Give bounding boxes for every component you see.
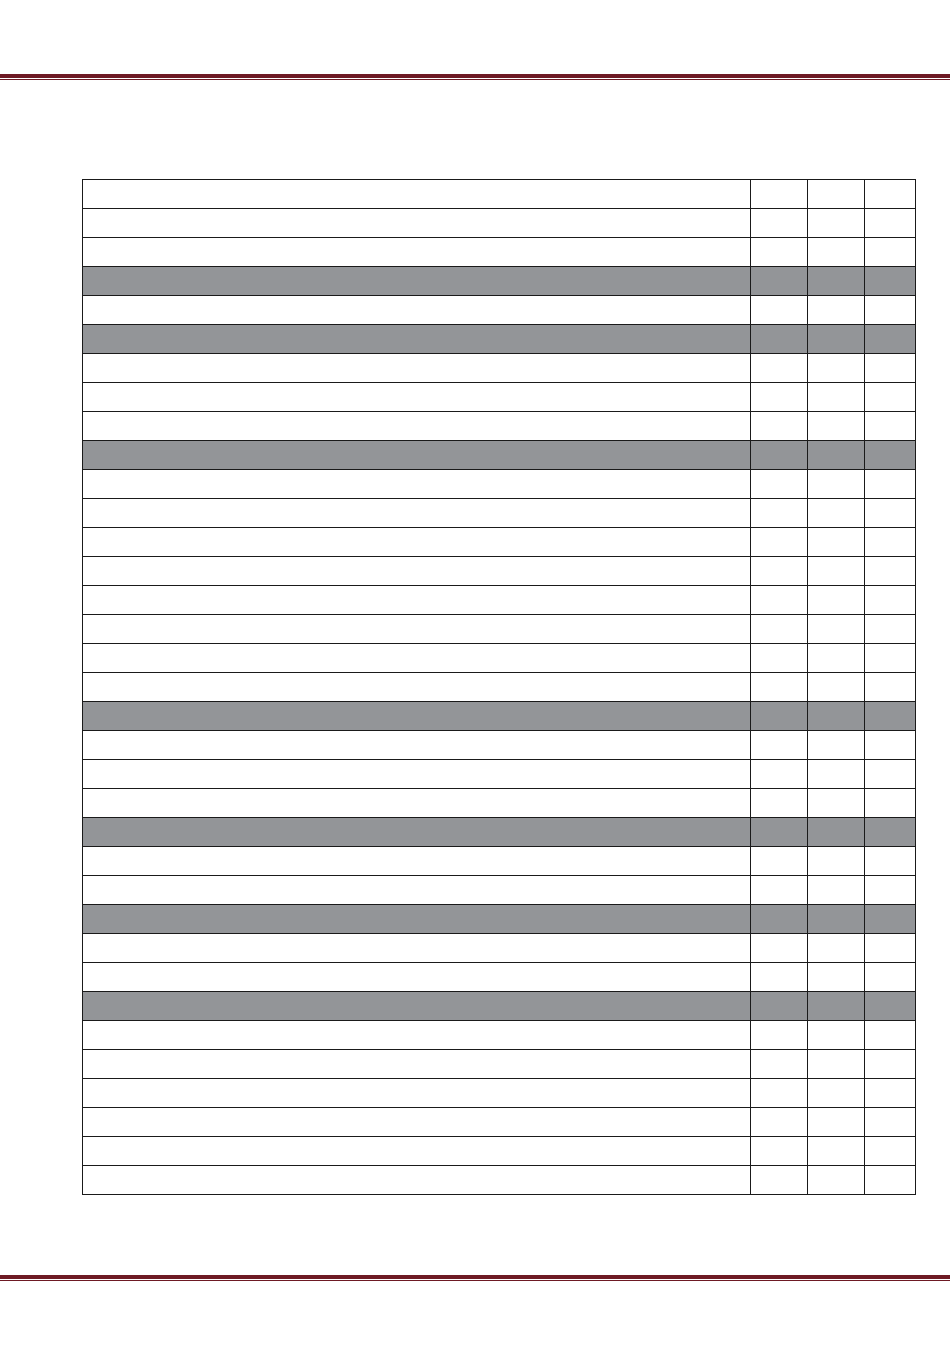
checklist-row bbox=[83, 847, 916, 876]
check-cell-b[interactable] bbox=[808, 789, 865, 818]
item-cell[interactable] bbox=[83, 528, 751, 557]
item-cell[interactable] bbox=[83, 296, 751, 325]
item-cell[interactable] bbox=[83, 1021, 751, 1050]
check-cell-a[interactable] bbox=[751, 1166, 808, 1195]
section-header-row bbox=[83, 992, 916, 1021]
item-cell[interactable] bbox=[83, 1108, 751, 1137]
check-cell-c[interactable] bbox=[865, 934, 916, 963]
checklist-row bbox=[83, 470, 916, 499]
section-item-cell bbox=[83, 325, 751, 354]
section-check-cell-a bbox=[751, 325, 808, 354]
check-cell-b[interactable] bbox=[808, 847, 865, 876]
item-cell[interactable] bbox=[83, 412, 751, 441]
checklist-row bbox=[83, 1050, 916, 1079]
section-check-cell-b bbox=[808, 905, 865, 934]
check-cell-c[interactable] bbox=[865, 209, 916, 238]
check-cell-b[interactable] bbox=[808, 209, 865, 238]
section-check-cell-b bbox=[808, 818, 865, 847]
check-cell-c[interactable] bbox=[865, 731, 916, 760]
check-cell-a[interactable] bbox=[751, 673, 808, 702]
checklist-row bbox=[83, 499, 916, 528]
item-cell[interactable] bbox=[83, 615, 751, 644]
checklist-row bbox=[83, 876, 916, 905]
check-cell-c[interactable] bbox=[865, 238, 916, 267]
section-item-cell bbox=[83, 905, 751, 934]
check-cell-b[interactable] bbox=[808, 412, 865, 441]
section-header-row bbox=[83, 267, 916, 296]
check-cell-b[interactable] bbox=[808, 1166, 865, 1195]
check-cell-b[interactable] bbox=[808, 470, 865, 499]
section-check-cell-a bbox=[751, 441, 808, 470]
checklist-row bbox=[83, 1021, 916, 1050]
section-check-cell-c bbox=[865, 818, 916, 847]
section-check-cell-a bbox=[751, 992, 808, 1021]
section-check-cell-b bbox=[808, 267, 865, 296]
check-cell-b[interactable] bbox=[808, 644, 865, 673]
section-check-cell-b bbox=[808, 325, 865, 354]
checklist-row bbox=[83, 238, 916, 267]
item-cell[interactable] bbox=[83, 1079, 751, 1108]
checklist-row bbox=[83, 760, 916, 789]
checklist-row bbox=[83, 412, 916, 441]
check-cell-c[interactable] bbox=[865, 586, 916, 615]
check-cell-c[interactable] bbox=[865, 789, 916, 818]
section-header-row bbox=[83, 818, 916, 847]
check-cell-b[interactable] bbox=[808, 586, 865, 615]
checklist-row bbox=[83, 557, 916, 586]
check-cell-b[interactable] bbox=[808, 1108, 865, 1137]
check-cell-b[interactable] bbox=[808, 557, 865, 586]
item-cell[interactable] bbox=[83, 586, 751, 615]
checklist-row bbox=[83, 180, 916, 209]
section-check-cell-b bbox=[808, 992, 865, 1021]
check-cell-a[interactable] bbox=[751, 963, 808, 992]
checklist-row bbox=[83, 209, 916, 238]
check-cell-a[interactable] bbox=[751, 180, 808, 209]
section-check-cell-b bbox=[808, 702, 865, 731]
checklist-row bbox=[83, 383, 916, 412]
check-cell-c[interactable] bbox=[865, 412, 916, 441]
checklist-row bbox=[83, 296, 916, 325]
item-cell[interactable] bbox=[83, 731, 751, 760]
checklist-row bbox=[83, 1079, 916, 1108]
section-item-cell bbox=[83, 267, 751, 296]
check-cell-b[interactable] bbox=[808, 296, 865, 325]
check-cell-c[interactable] bbox=[865, 557, 916, 586]
check-cell-c[interactable] bbox=[865, 1137, 916, 1166]
checklist-row bbox=[83, 354, 916, 383]
check-cell-b[interactable] bbox=[808, 934, 865, 963]
item-cell[interactable] bbox=[83, 673, 751, 702]
check-cell-b[interactable] bbox=[808, 1021, 865, 1050]
checklist-row bbox=[83, 528, 916, 557]
item-cell[interactable] bbox=[83, 847, 751, 876]
check-cell-b[interactable] bbox=[808, 963, 865, 992]
check-cell-a[interactable] bbox=[751, 557, 808, 586]
item-cell[interactable] bbox=[83, 238, 751, 267]
section-check-cell-a bbox=[751, 702, 808, 731]
check-cell-a[interactable] bbox=[751, 354, 808, 383]
check-cell-a[interactable] bbox=[751, 615, 808, 644]
section-check-cell-a bbox=[751, 818, 808, 847]
item-cell[interactable] bbox=[83, 499, 751, 528]
section-check-cell-a bbox=[751, 905, 808, 934]
item-cell[interactable] bbox=[83, 209, 751, 238]
check-cell-a[interactable] bbox=[751, 238, 808, 267]
item-cell[interactable] bbox=[83, 876, 751, 905]
check-cell-a[interactable] bbox=[751, 1108, 808, 1137]
check-cell-b[interactable] bbox=[808, 499, 865, 528]
check-cell-a[interactable] bbox=[751, 1079, 808, 1108]
check-cell-c[interactable] bbox=[865, 354, 916, 383]
check-cell-c[interactable] bbox=[865, 963, 916, 992]
check-cell-a[interactable] bbox=[751, 470, 808, 499]
item-cell[interactable] bbox=[83, 354, 751, 383]
item-cell[interactable] bbox=[83, 644, 751, 673]
check-cell-a[interactable] bbox=[751, 789, 808, 818]
check-cell-a[interactable] bbox=[751, 412, 808, 441]
check-cell-c[interactable] bbox=[865, 383, 916, 412]
checklist-row bbox=[83, 615, 916, 644]
check-cell-a[interactable] bbox=[751, 731, 808, 760]
item-cell[interactable] bbox=[83, 934, 751, 963]
section-item-cell bbox=[83, 818, 751, 847]
check-cell-a[interactable] bbox=[751, 760, 808, 789]
check-cell-b[interactable] bbox=[808, 180, 865, 209]
item-cell[interactable] bbox=[83, 470, 751, 499]
checklist-row bbox=[83, 673, 916, 702]
section-header-row bbox=[83, 441, 916, 470]
check-cell-b[interactable] bbox=[808, 1137, 865, 1166]
checklist-row bbox=[83, 1166, 916, 1195]
section-item-cell bbox=[83, 992, 751, 1021]
check-cell-c[interactable] bbox=[865, 1050, 916, 1079]
check-cell-a[interactable] bbox=[751, 934, 808, 963]
section-check-cell-c bbox=[865, 267, 916, 296]
check-cell-a[interactable] bbox=[751, 383, 808, 412]
check-cell-c[interactable] bbox=[865, 470, 916, 499]
item-cell[interactable] bbox=[83, 760, 751, 789]
checklist-row bbox=[83, 789, 916, 818]
check-cell-c[interactable] bbox=[865, 1079, 916, 1108]
check-cell-b[interactable] bbox=[808, 731, 865, 760]
item-cell[interactable] bbox=[83, 789, 751, 818]
check-cell-a[interactable] bbox=[751, 1137, 808, 1166]
check-cell-a[interactable] bbox=[751, 1021, 808, 1050]
check-cell-c[interactable] bbox=[865, 528, 916, 557]
checklist-row bbox=[83, 1137, 916, 1166]
item-cell[interactable] bbox=[83, 1137, 751, 1166]
footer-rule bbox=[0, 1275, 950, 1281]
item-cell[interactable] bbox=[83, 1050, 751, 1079]
check-cell-c[interactable] bbox=[865, 673, 916, 702]
section-item-cell bbox=[83, 441, 751, 470]
check-cell-a[interactable] bbox=[751, 876, 808, 905]
check-cell-c[interactable] bbox=[865, 180, 916, 209]
check-cell-a[interactable] bbox=[751, 644, 808, 673]
checklist-row bbox=[83, 934, 916, 963]
section-header-row bbox=[83, 702, 916, 731]
check-cell-c[interactable] bbox=[865, 296, 916, 325]
check-cell-c[interactable] bbox=[865, 876, 916, 905]
checklist-row bbox=[83, 644, 916, 673]
section-check-cell-a bbox=[751, 267, 808, 296]
item-cell[interactable] bbox=[83, 557, 751, 586]
checklist-row bbox=[83, 731, 916, 760]
check-cell-b[interactable] bbox=[808, 528, 865, 557]
section-check-cell-c bbox=[865, 992, 916, 1021]
check-cell-b[interactable] bbox=[808, 1079, 865, 1108]
section-check-cell-c bbox=[865, 702, 916, 731]
section-check-cell-c bbox=[865, 441, 916, 470]
header-rule bbox=[0, 74, 950, 80]
checklist-table bbox=[82, 179, 916, 1195]
check-cell-b[interactable] bbox=[808, 383, 865, 412]
section-check-cell-c bbox=[865, 325, 916, 354]
check-cell-b[interactable] bbox=[808, 1050, 865, 1079]
check-cell-c[interactable] bbox=[865, 499, 916, 528]
check-cell-a[interactable] bbox=[751, 528, 808, 557]
section-header-row bbox=[83, 325, 916, 354]
check-cell-c[interactable] bbox=[865, 1108, 916, 1137]
check-cell-b[interactable] bbox=[808, 238, 865, 267]
check-cell-a[interactable] bbox=[751, 209, 808, 238]
section-check-cell-b bbox=[808, 441, 865, 470]
check-cell-b[interactable] bbox=[808, 354, 865, 383]
check-cell-a[interactable] bbox=[751, 586, 808, 615]
section-check-cell-c bbox=[865, 905, 916, 934]
check-cell-c[interactable] bbox=[865, 1166, 916, 1195]
check-cell-a[interactable] bbox=[751, 499, 808, 528]
checklist-row bbox=[83, 963, 916, 992]
check-cell-c[interactable] bbox=[865, 615, 916, 644]
check-cell-a[interactable] bbox=[751, 1050, 808, 1079]
check-cell-a[interactable] bbox=[751, 847, 808, 876]
section-header-row bbox=[83, 905, 916, 934]
check-cell-a[interactable] bbox=[751, 296, 808, 325]
check-cell-c[interactable] bbox=[865, 760, 916, 789]
check-cell-b[interactable] bbox=[808, 876, 865, 905]
check-cell-b[interactable] bbox=[808, 760, 865, 789]
section-item-cell bbox=[83, 702, 751, 731]
check-cell-b[interactable] bbox=[808, 615, 865, 644]
item-cell[interactable] bbox=[83, 383, 751, 412]
check-cell-c[interactable] bbox=[865, 1021, 916, 1050]
check-cell-b[interactable] bbox=[808, 673, 865, 702]
checklist-row bbox=[83, 1108, 916, 1137]
item-cell[interactable] bbox=[83, 963, 751, 992]
check-cell-c[interactable] bbox=[865, 644, 916, 673]
item-cell[interactable] bbox=[83, 180, 751, 209]
item-cell[interactable] bbox=[83, 1166, 751, 1195]
check-cell-c[interactable] bbox=[865, 847, 916, 876]
checklist-row bbox=[83, 586, 916, 615]
